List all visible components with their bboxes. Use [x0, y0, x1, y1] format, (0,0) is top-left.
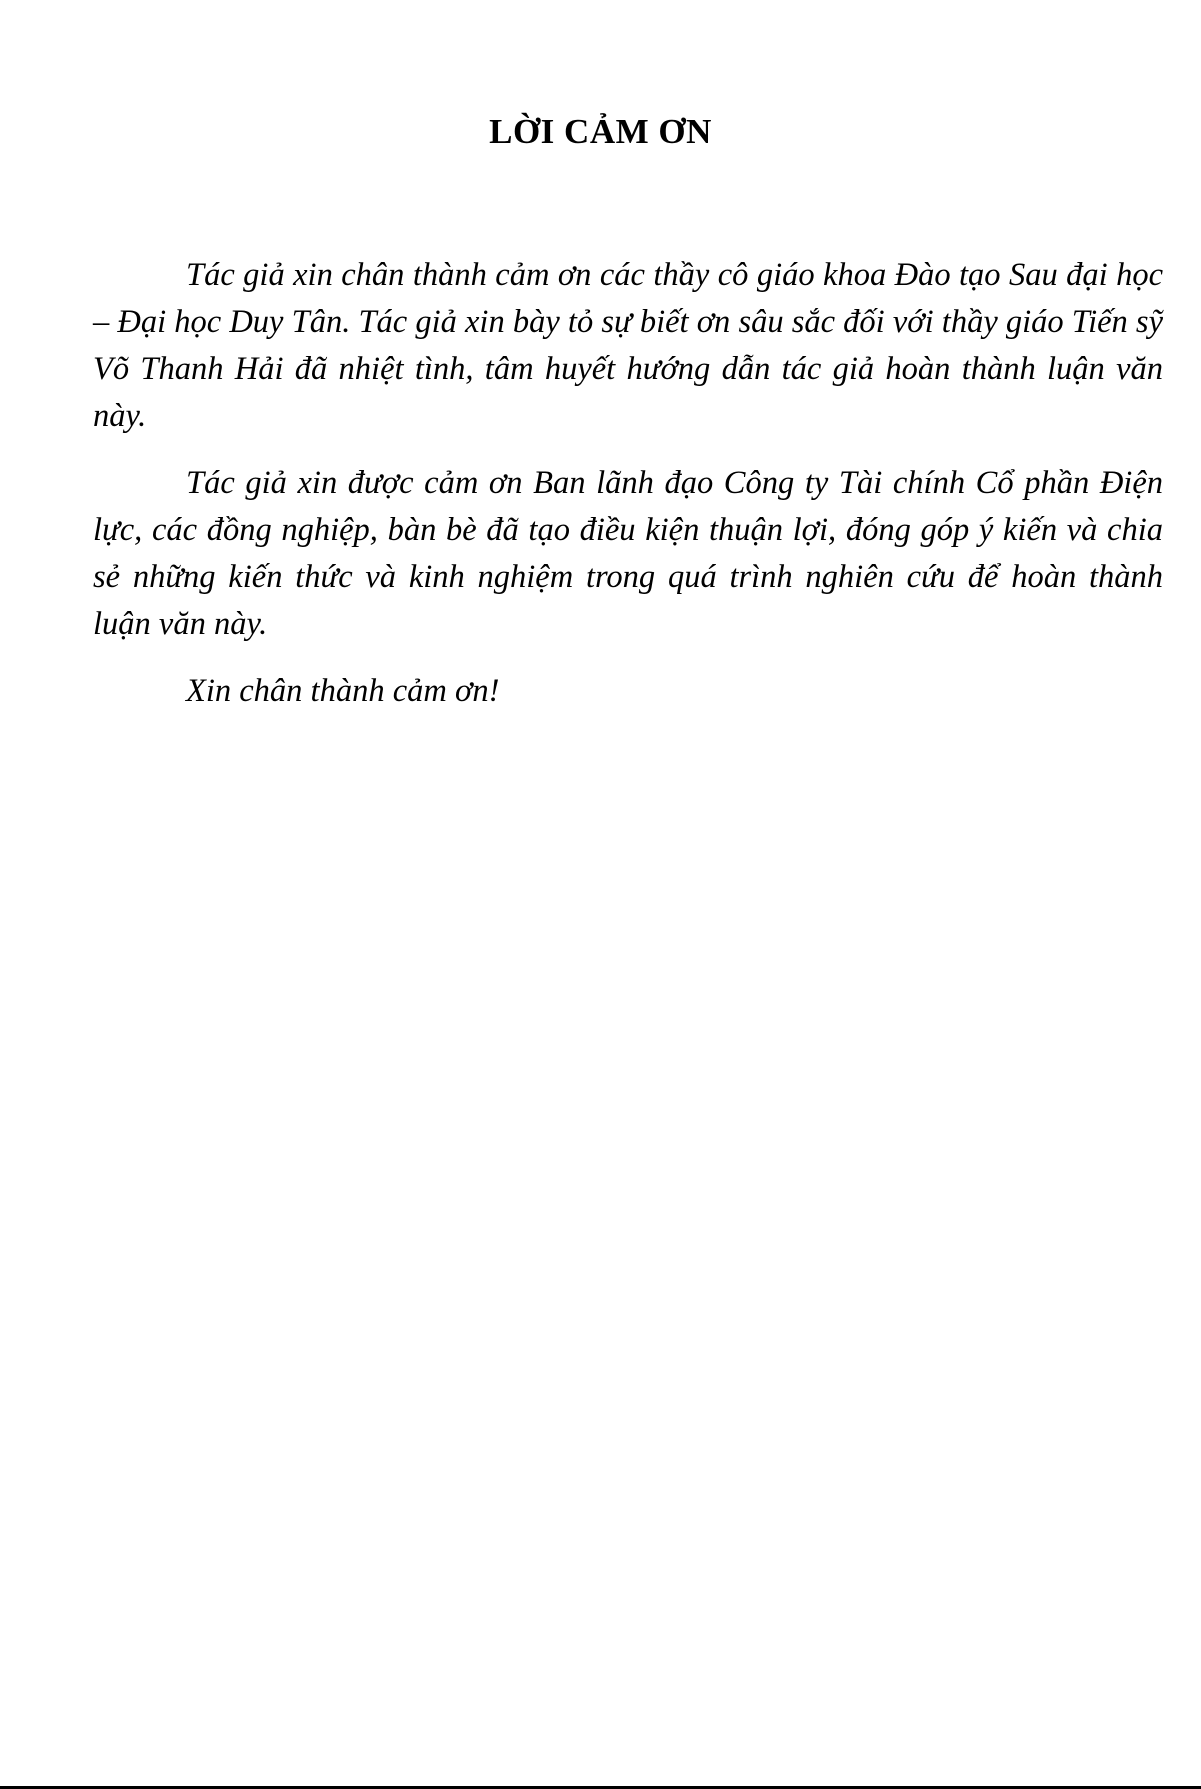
- paragraph-2: Tác giả xin được cảm ơn Ban lãnh đạo Công ty Tài chính Cổ phần Điện lực, các đồng nghiệp, bàn bè đã tạo điều kiện thuận lợi, đóng góp ý kiến và chia sẻ những kiến thức và kinh nghiệm trong quá trình nghiên cứu để hoàn thành luận văn này.: [93, 465, 1163, 642]
- closing-line: Xin chân thành cảm ơn!: [186, 673, 500, 709]
- paragraph-1: Tác giả xin chân thành cảm ơn các thầy cô giáo khoa Đào tạo Sau đại học – Đại học Duy Tân. Tác giả xin bày tỏ sự biết ơn sâu sắc đối với thầy giáo Tiến sỹ Võ Thanh Hải đã nhiệt tình, tâm huyết hướng dẫn tác giả hoàn thành luận văn này.: [93, 257, 1163, 434]
- page-title: LỜI CẢM ƠN: [489, 112, 712, 151]
- acknowledgement-body: [93, 252, 1163, 715]
